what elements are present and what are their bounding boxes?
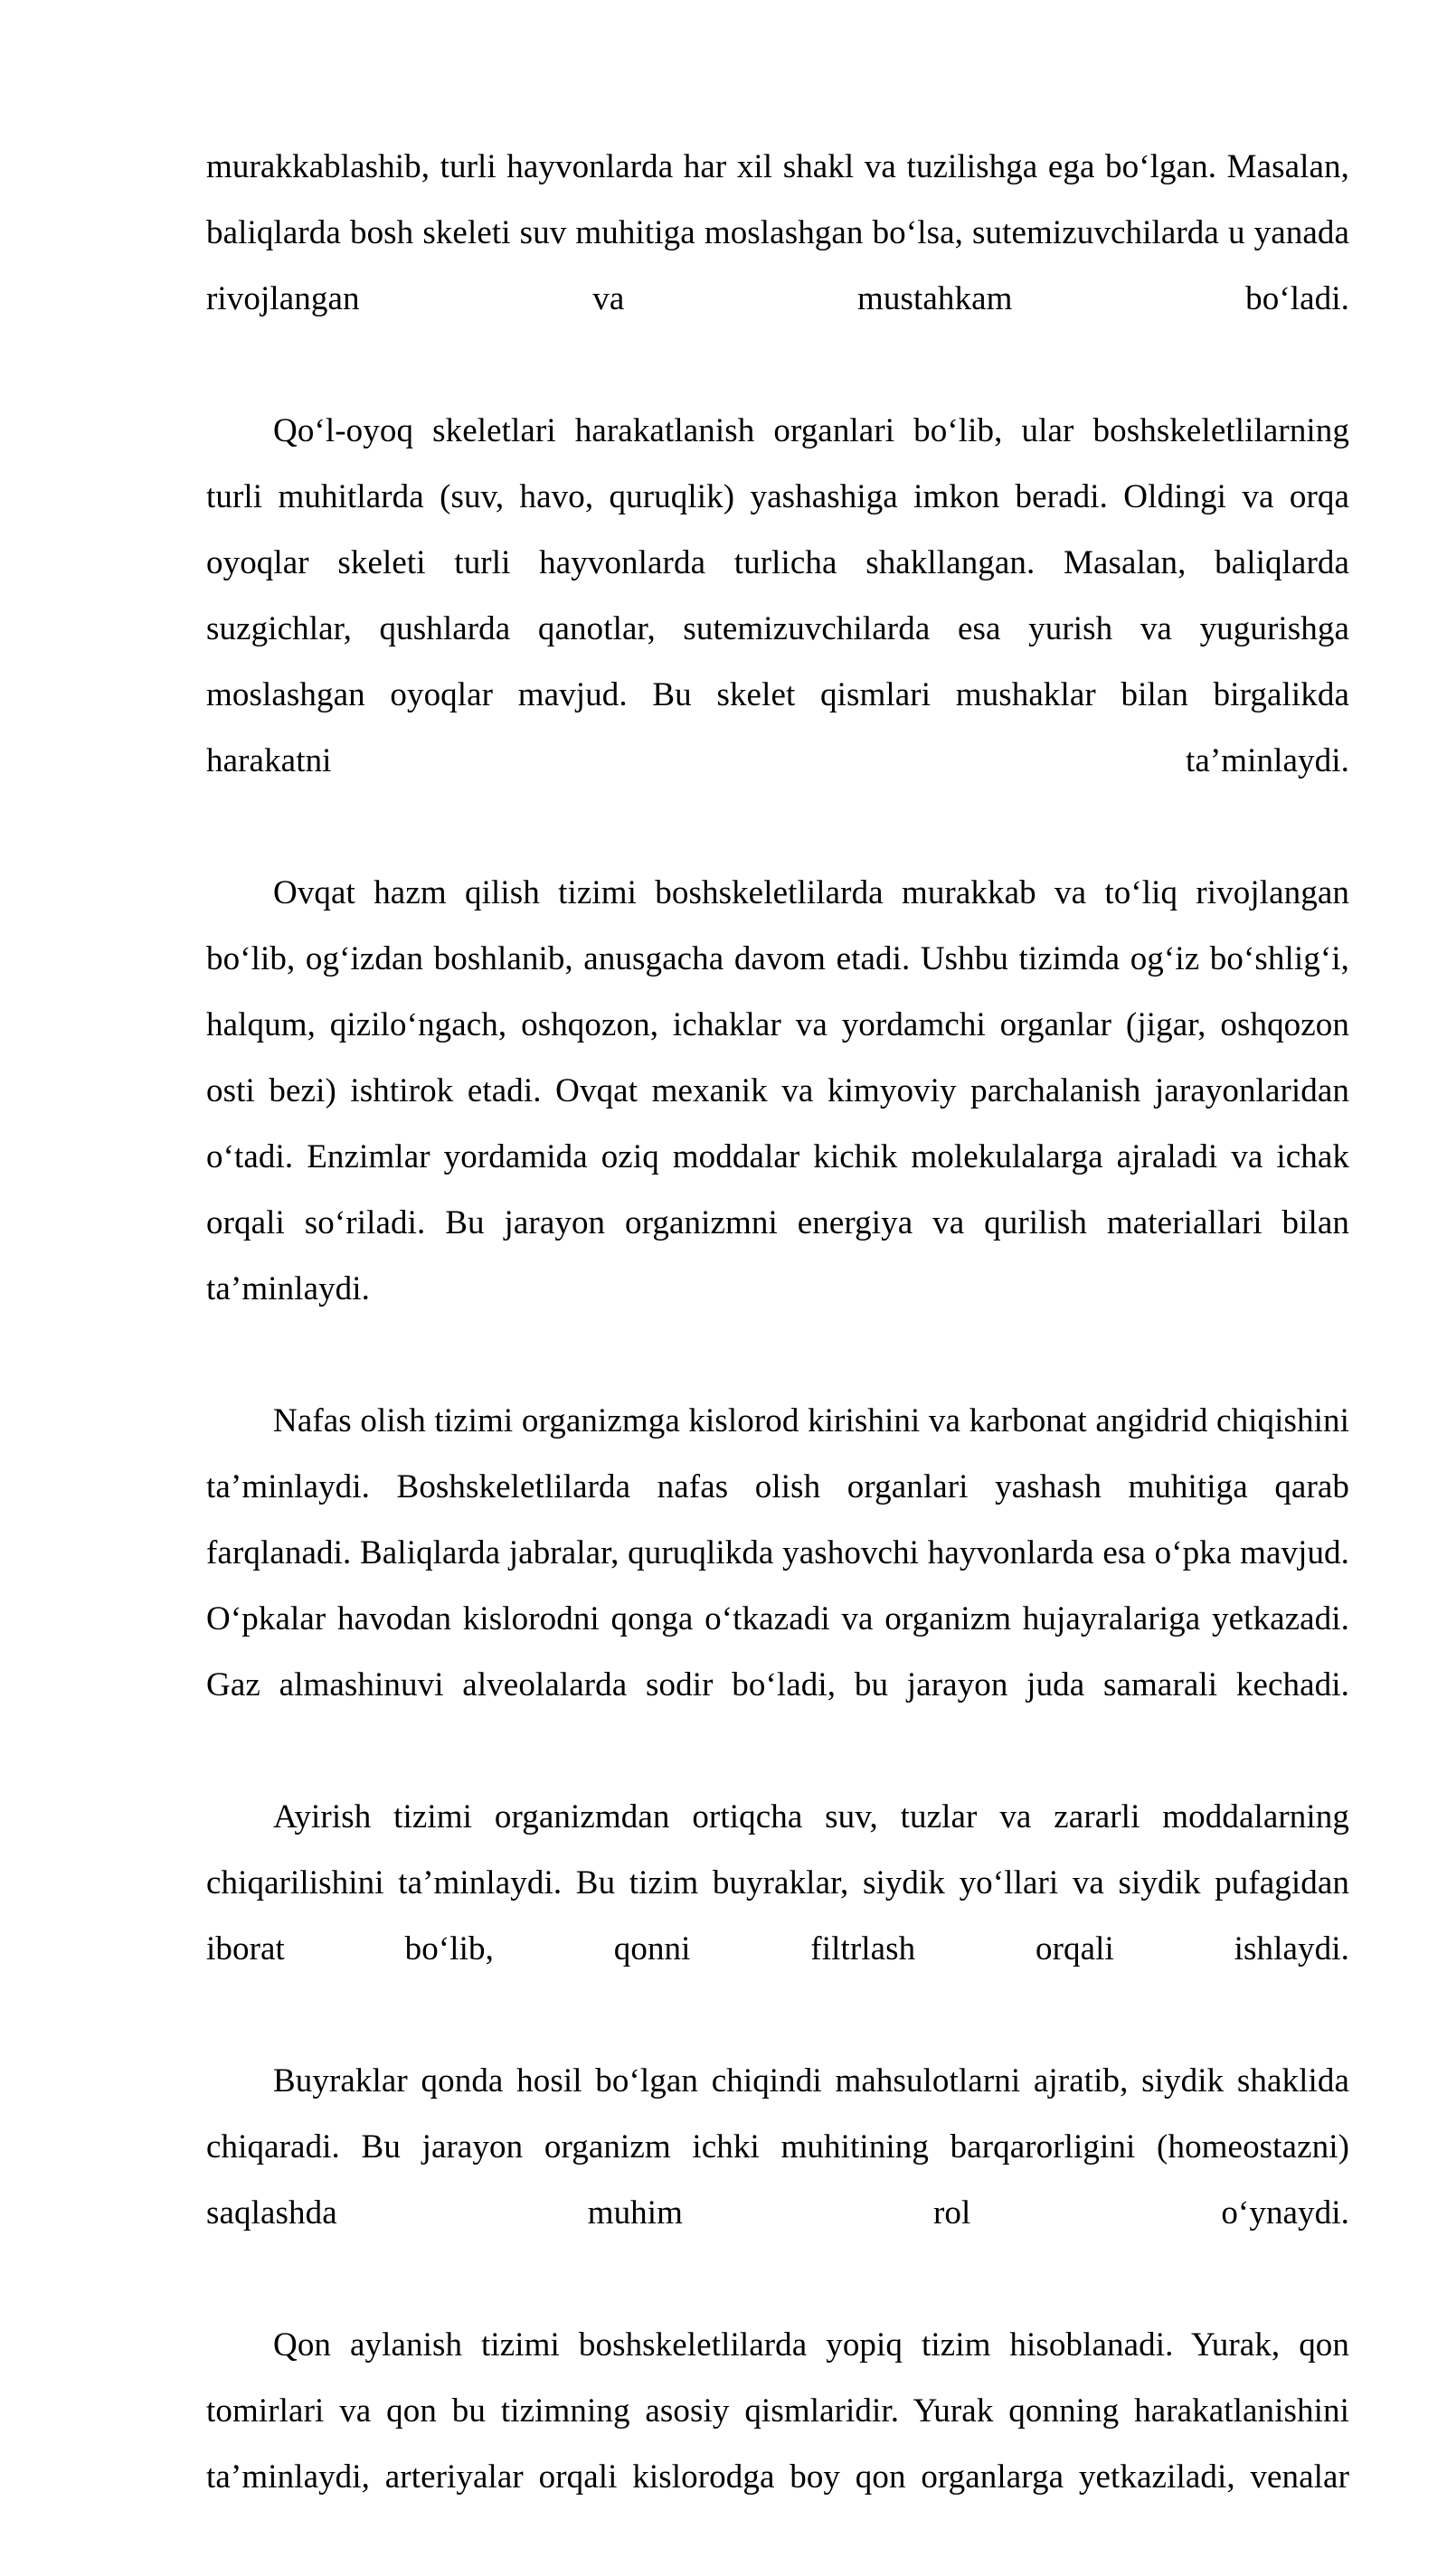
body-text-column	[206, 134, 1349, 2576]
paragraph-limb-skeleton: Qo‘l-oyoq skeletlari harakatlanish organlari bo‘lib, ular boshskeletlilarning turli muhitlarda (suv, havo, quruqlik) yashashiga imkon beradi. Oldingi va orqa oyoqlar skeleti turli hayvonlarda turlicha shakllangan. Masalan, baliqlarda suzgichlar, qushlarda qanotlar, sutemizuvchilarda esa yurish va yugurishga moslashgan oyoqlar mavjud. Bu skelet qismlari mushaklar bilan birgalikda harakatni ta’minlaydi.	[206, 412, 1349, 779]
paragraph-digestive-system: Ovqat hazm qilish tizimi boshskeletlilarda murakkab va to‘liq rivojlangan bo‘lib, og‘izdan boshlanib, anusgacha davom etadi. Ushbu tizimda og‘iz bo‘shlig‘i, halqum, qizilo‘ngach, oshqozon, ichaklar va yordamchi organlar (jigar, oshqozon osti bezi) ishtirok etadi. Ovqat mexanik va kimyoviy parchalanish jarayonlaridan o‘tadi. Enzimlar yordamida oziq moddalar kichik molekulalarga ajraladi va ichak orqali so‘riladi. Bu jarayon organizmni energiya va qurilish materiallari bilan ta’minlaydi.	[206, 874, 1349, 1307]
paragraph-continued-skull: murakkablashib, turli hayvonlarda har xil shakl va tuzilishga ega bo‘lgan. Masalan, baliqlarda bosh skeleti suv muhitiga moslashgan bo‘lsa, sutemizuvchilarda u yanada rivojlangan va mustahkam bo‘ladi.	[206, 148, 1349, 317]
paragraph-kidneys: Buyraklar qonda hosil bo‘lgan chiqindi mahsulotlarni ajratib, siydik shaklida chiqaradi. Bu jarayon organizm ichki muhitining barqarorligini (homeostazni) saqlashda muhim rol o‘ynaydi.	[206, 2062, 1349, 2232]
paragraph-excretory-system: Ayirish tizimi organizmdan ortiqcha suv, tuzlar va zararli moddalarning chiqarilishini ta’minlaydi. Bu tizim buyraklar, siydik yo‘llari va siydik pufagidan iborat bo‘lib, qonni filtrlash orqali ishlaydi.	[206, 1798, 1349, 1967]
paragraph-circulatory-system: Qon aylanish tizimi boshskeletlilarda yopiq tizim hisoblanadi. Yurak, qon tomirlari va qon bu tizimning asosiy qismlaridir. Yurak qonning harakatlanishini ta’minlaydi, arteriyalar orqali kislorodga boy qon organlarga yetkaziladi, venalar	[206, 2326, 1349, 2496]
paragraph-respiratory-system: Nafas olish tizimi organizmga kislorod kirishini va karbonat angidrid chiqishini ta’minlaydi. Boshskeletlilarda nafas olish organlari yashash muhitiga qarab farqlanadi. Baliqlarda jabralar, quruqlikda yashovchi hayvonlarda esa o‘pka mavjud. O‘pkalar havodan kislorodni qonga o‘tkazadi va organizm hujayralariga yetkazadi. Gaz almashinuvi alveolalarda sodir bo‘ladi, bu jarayon juda samarali kechadi.	[206, 1402, 1349, 1703]
